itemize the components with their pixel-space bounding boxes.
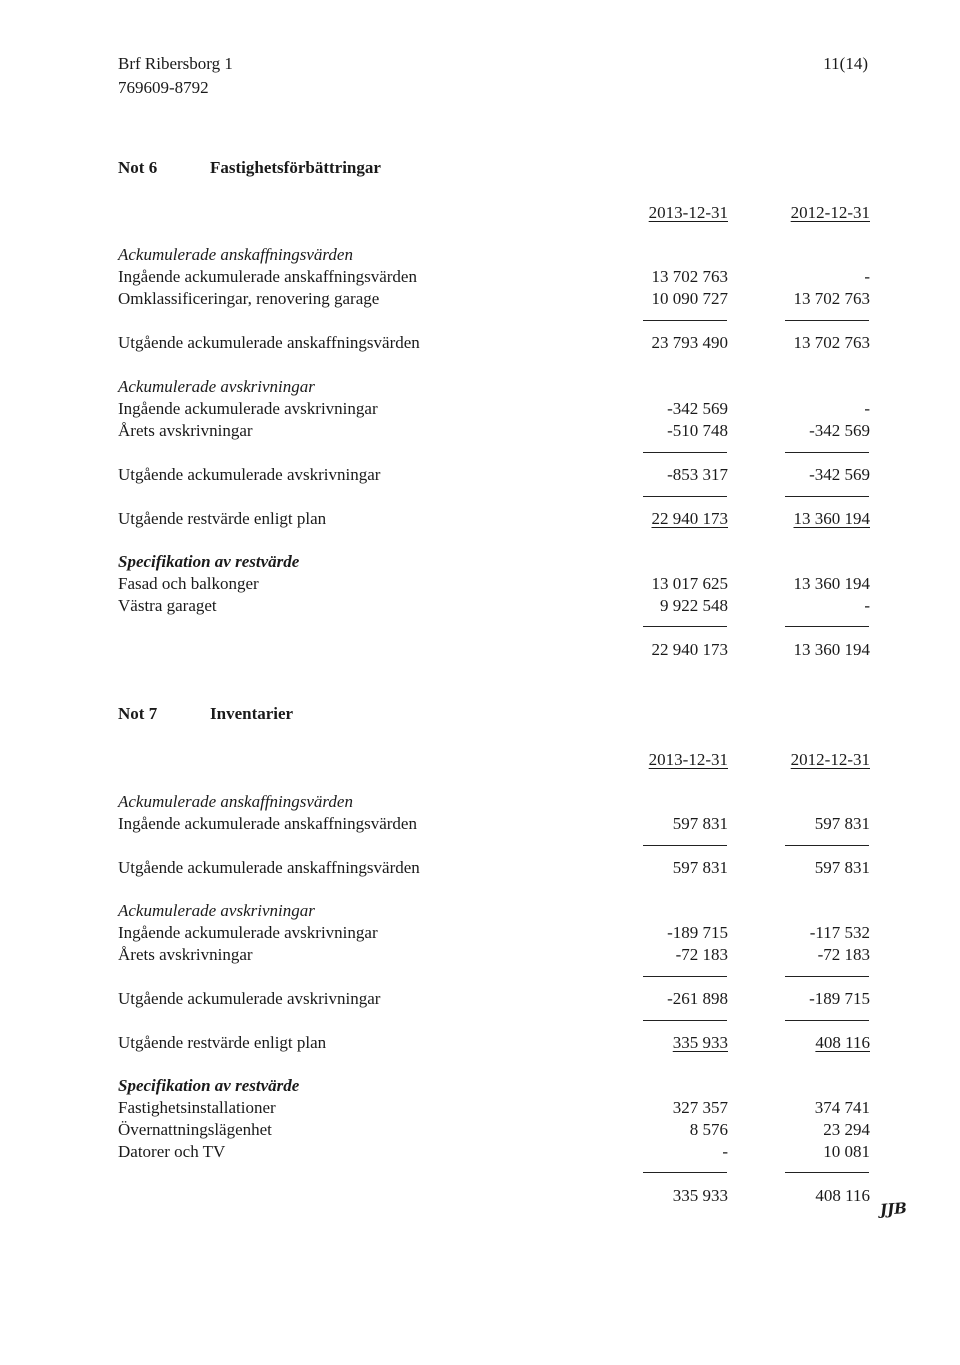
row-label: Ackumulerade anskaffningsvärden (118, 792, 353, 811)
table-row (118, 573, 870, 595)
row-value-2013: 327 357 (672, 1098, 728, 1117)
page-number: 11(14) (823, 54, 868, 73)
sum-rule (643, 1020, 727, 1021)
row-value-2013: 8 576 (689, 1120, 728, 1139)
row-value-2013: -853 317 (667, 465, 728, 484)
row-value-2012: 597 831 (814, 858, 870, 877)
row-label: Fastighetsinstallationer (118, 1098, 276, 1117)
row-value-2013: 335 933 (672, 1033, 728, 1052)
row-value-2012: - (864, 596, 870, 615)
column-header-2012: 2012-12-31 (790, 750, 870, 769)
sum-rule (643, 1172, 727, 1173)
table-row (118, 1119, 870, 1141)
row-value-2013: 597 831 (672, 814, 728, 833)
row-value-2013: -189 715 (667, 923, 728, 942)
row-value-2013: -510 748 (667, 421, 728, 440)
row-value-2013: 13 017 625 (651, 574, 728, 593)
table-row (118, 813, 870, 835)
sum-rule (785, 452, 869, 453)
row-value-2012: -342 569 (809, 465, 870, 484)
row-value-2013: -261 898 (667, 989, 728, 1008)
column-header-2013: 2013-12-31 (648, 750, 728, 769)
row-value-2013: 10 090 727 (651, 289, 728, 308)
row-label: Ackumulerade anskaffningsvärden (118, 245, 353, 264)
table-row (118, 1097, 870, 1119)
row-label: Ackumulerade avskrivningar (118, 377, 315, 396)
note-title: Fastighetsförbättringar (210, 158, 381, 177)
org-number: 769609-8792 (118, 78, 209, 97)
section-heading (118, 1075, 870, 1097)
row-value-2013: 335 933 (672, 1186, 728, 1205)
section-heading (118, 900, 870, 922)
table-row (118, 857, 870, 879)
row-label: Övernattningslägenhet (118, 1120, 272, 1139)
table-row (118, 332, 870, 354)
note-6-column-headers (118, 202, 870, 224)
row-label: Utgående restvärde enligt plan (118, 1033, 327, 1052)
table-row (118, 288, 870, 310)
row-value-2012: - (864, 267, 870, 286)
row-label: Årets avskrivningar (118, 945, 253, 964)
row-value-2012: - (864, 399, 870, 418)
initials-signature: JJB (879, 1199, 908, 1219)
row-value-2013: - (722, 1142, 728, 1161)
sum-rule (643, 976, 727, 977)
row-value-2012: 13 360 194 (793, 640, 870, 659)
note-7-column-headers (118, 749, 870, 771)
row-label: Ingående ackumulerade avskrivningar (118, 923, 378, 942)
row-value-2013: -72 183 (675, 945, 728, 964)
table-row (118, 398, 870, 420)
sum-rule (785, 1172, 869, 1173)
row-label: Datorer och TV (118, 1142, 226, 1161)
row-label: Ackumulerade avskrivningar (118, 901, 315, 920)
row-label: Utgående ackumulerade anskaffningsvärden (118, 858, 420, 877)
row-value-2012: 13 360 194 (793, 574, 870, 593)
sum-rule (785, 320, 869, 321)
row-label: Utgående ackumulerade avskrivningar (118, 989, 381, 1008)
sum-rule (643, 496, 727, 497)
section-heading (118, 244, 870, 266)
org-name: Brf Ribersborg 1 (118, 54, 233, 73)
row-value-2013: 22 940 173 (651, 640, 728, 659)
sum-rule (643, 452, 727, 453)
sum-rule (785, 626, 869, 627)
row-value-2012: -189 715 (809, 989, 870, 1008)
table-row (118, 944, 870, 966)
table-row (118, 595, 870, 617)
note-number: Not 6 (118, 158, 158, 177)
column-header-2013: 2013-12-31 (648, 203, 728, 222)
note-title: Inventarier (210, 704, 294, 723)
row-label: Ingående ackumulerade avskrivningar (118, 399, 378, 418)
sum-rule (643, 845, 727, 846)
table-row (118, 988, 870, 1010)
row-value-2013: 13 702 763 (651, 267, 728, 286)
row-value-2012: 10 081 (823, 1142, 870, 1161)
row-value-2012: 408 116 (815, 1186, 870, 1205)
row-label: Utgående ackumulerade avskrivningar (118, 465, 381, 484)
table-row (118, 464, 870, 486)
row-value-2013: 597 831 (672, 858, 728, 877)
sum-rule (785, 976, 869, 977)
row-value-2013: 22 940 173 (651, 509, 728, 528)
row-value-2012: 13 702 763 (793, 333, 870, 352)
note-number: Not 7 (118, 704, 158, 723)
row-value-2013: 9 922 548 (660, 596, 728, 615)
row-label: Ingående ackumulerade anskaffningsvärden (118, 267, 417, 286)
row-label: Utgående restvärde enligt plan (118, 509, 327, 528)
row-value-2012: -117 532 (809, 923, 870, 942)
table-row (118, 922, 870, 944)
section-heading (118, 791, 870, 813)
row-value-2013: 23 793 490 (651, 333, 728, 352)
row-value-2012: -342 569 (809, 421, 870, 440)
row-value-2012: 374 741 (814, 1098, 870, 1117)
row-value-2012: 408 116 (815, 1033, 870, 1052)
row-label: Omklassificeringar, renovering garage (118, 289, 380, 308)
total-row (118, 639, 870, 661)
row-value-2012: -72 183 (817, 945, 870, 964)
sum-rule (643, 320, 727, 321)
row-label: Västra garaget (118, 596, 217, 615)
table-row (118, 420, 870, 442)
sum-rule (785, 496, 869, 497)
table-row (118, 508, 870, 530)
note-7-heading (118, 704, 293, 724)
table-row (118, 1141, 870, 1163)
note-6-heading (118, 158, 381, 178)
row-label: Utgående ackumulerade anskaffningsvärden (118, 333, 420, 352)
row-label: Specifikation av restvärde (118, 552, 300, 571)
row-value-2012: 597 831 (814, 814, 870, 833)
sum-rule (643, 626, 727, 627)
row-value-2012: 13 702 763 (793, 289, 870, 308)
row-label: Fasad och balkonger (118, 574, 259, 593)
section-heading (118, 551, 870, 573)
row-label: Årets avskrivningar (118, 421, 253, 440)
sum-rule (785, 1020, 869, 1021)
sum-rule (785, 845, 869, 846)
row-value-2013: -342 569 (667, 399, 728, 418)
section-heading (118, 376, 870, 398)
total-row (118, 1185, 870, 1207)
row-value-2012: 13 360 194 (793, 509, 870, 528)
column-header-2012: 2012-12-31 (790, 203, 870, 222)
document-header (118, 52, 233, 100)
row-value-2012: 23 294 (823, 1120, 870, 1139)
table-row (118, 266, 870, 288)
table-row (118, 1032, 870, 1054)
row-label: Ingående ackumulerade anskaffningsvärden (118, 814, 417, 833)
row-label: Specifikation av restvärde (118, 1076, 300, 1095)
